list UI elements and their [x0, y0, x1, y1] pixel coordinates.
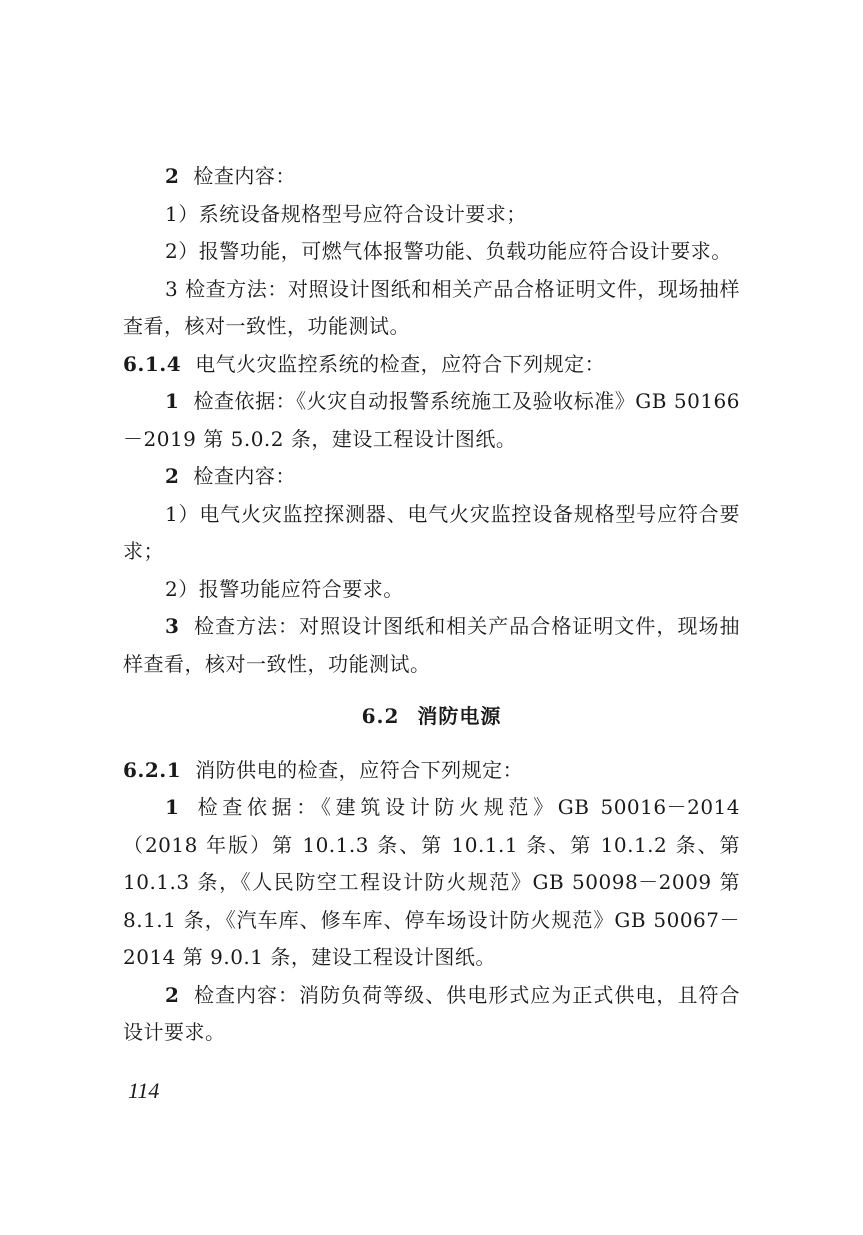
paragraph-subitem-1b [123, 496, 740, 571]
item-number: 2 [165, 164, 180, 188]
item-number: 3 [165, 614, 180, 638]
item-number: 1 [165, 389, 180, 413]
page-number: 114 [128, 1078, 160, 1103]
item-number: 1 [165, 795, 180, 819]
item-text: 2）报警功能，可燃气体报警功能、负载功能应符合设计要求。 [165, 239, 732, 263]
item-text: 检查依据：《火灾自动报警系统施工及验收标准》GB 50166－2019 第 5.0.2 条，建设工程设计图纸。 [123, 389, 740, 451]
section-heading [123, 698, 740, 736]
clause-number: 6.2.1 [123, 757, 182, 782]
paragraph-check-method [123, 271, 740, 346]
item-text: 检查方法：对照设计图纸和相关产品合格证明文件，现场抽样查看，核对一致性，功能测试。 [123, 614, 740, 676]
item-text: 检查内容：消防负荷等级、供电形式应为正式供电，且符合设计要求。 [123, 982, 740, 1044]
item-text: 1）电气火灾监控探测器、电气火灾监控设备规格型号应符合要求； [123, 501, 740, 563]
paragraph-subitem-2 [123, 233, 740, 271]
paragraph-subitem-2b [123, 571, 740, 609]
item-text: 检查依据：《建筑设计防火规范》GB 50016－2014（2018 年版）第 10.1.3 条、第 10.1.1 条、第 10.1.2 条、第 10.1.3 条，《人民防空工程设计防火规范》GB 50098－2009 第 8.1.1 条，《汽车库、修车库、停车场设计防火规范》GB 50067－2014 第 9.0.1 条，建设工程设计图纸。 [123, 795, 740, 969]
clause-text: 电气火灾监控系统的检查，应符合下列规定： [195, 351, 606, 376]
clause-6-1-4 [123, 346, 740, 384]
item-number: 2 [165, 982, 180, 1007]
item-text: 检查内容： [193, 164, 296, 188]
paragraph-check-basis [123, 383, 740, 458]
paragraph-check-content-3 [123, 977, 740, 1052]
section-number: 6.2 [361, 704, 400, 728]
paragraph-subitem-1 [123, 196, 740, 234]
document-page [123, 158, 740, 1052]
item-text: 2）报警功能应符合要求。 [165, 576, 404, 601]
clause-number: 6.1.4 [123, 351, 182, 376]
paragraph-check-content-2 [123, 458, 740, 496]
clause-6-2-1 [123, 752, 740, 790]
paragraph-check-basis-2 [123, 789, 740, 977]
item-text: 1）系统设备规格型号应符合设计要求； [165, 201, 527, 226]
item-text: 3 检查方法：对照设计图纸和相关产品合格证明文件，现场抽样查看，核对一致性，功能测试。 [123, 276, 740, 338]
item-text: 检查内容： [193, 464, 296, 488]
paragraph-check-content [123, 158, 740, 196]
clause-text: 消防供电的检查，应符合下列规定： [195, 757, 524, 782]
item-number: 2 [165, 464, 180, 488]
paragraph-check-method-2 [123, 608, 740, 683]
section-title: 消防电源 [417, 704, 502, 728]
